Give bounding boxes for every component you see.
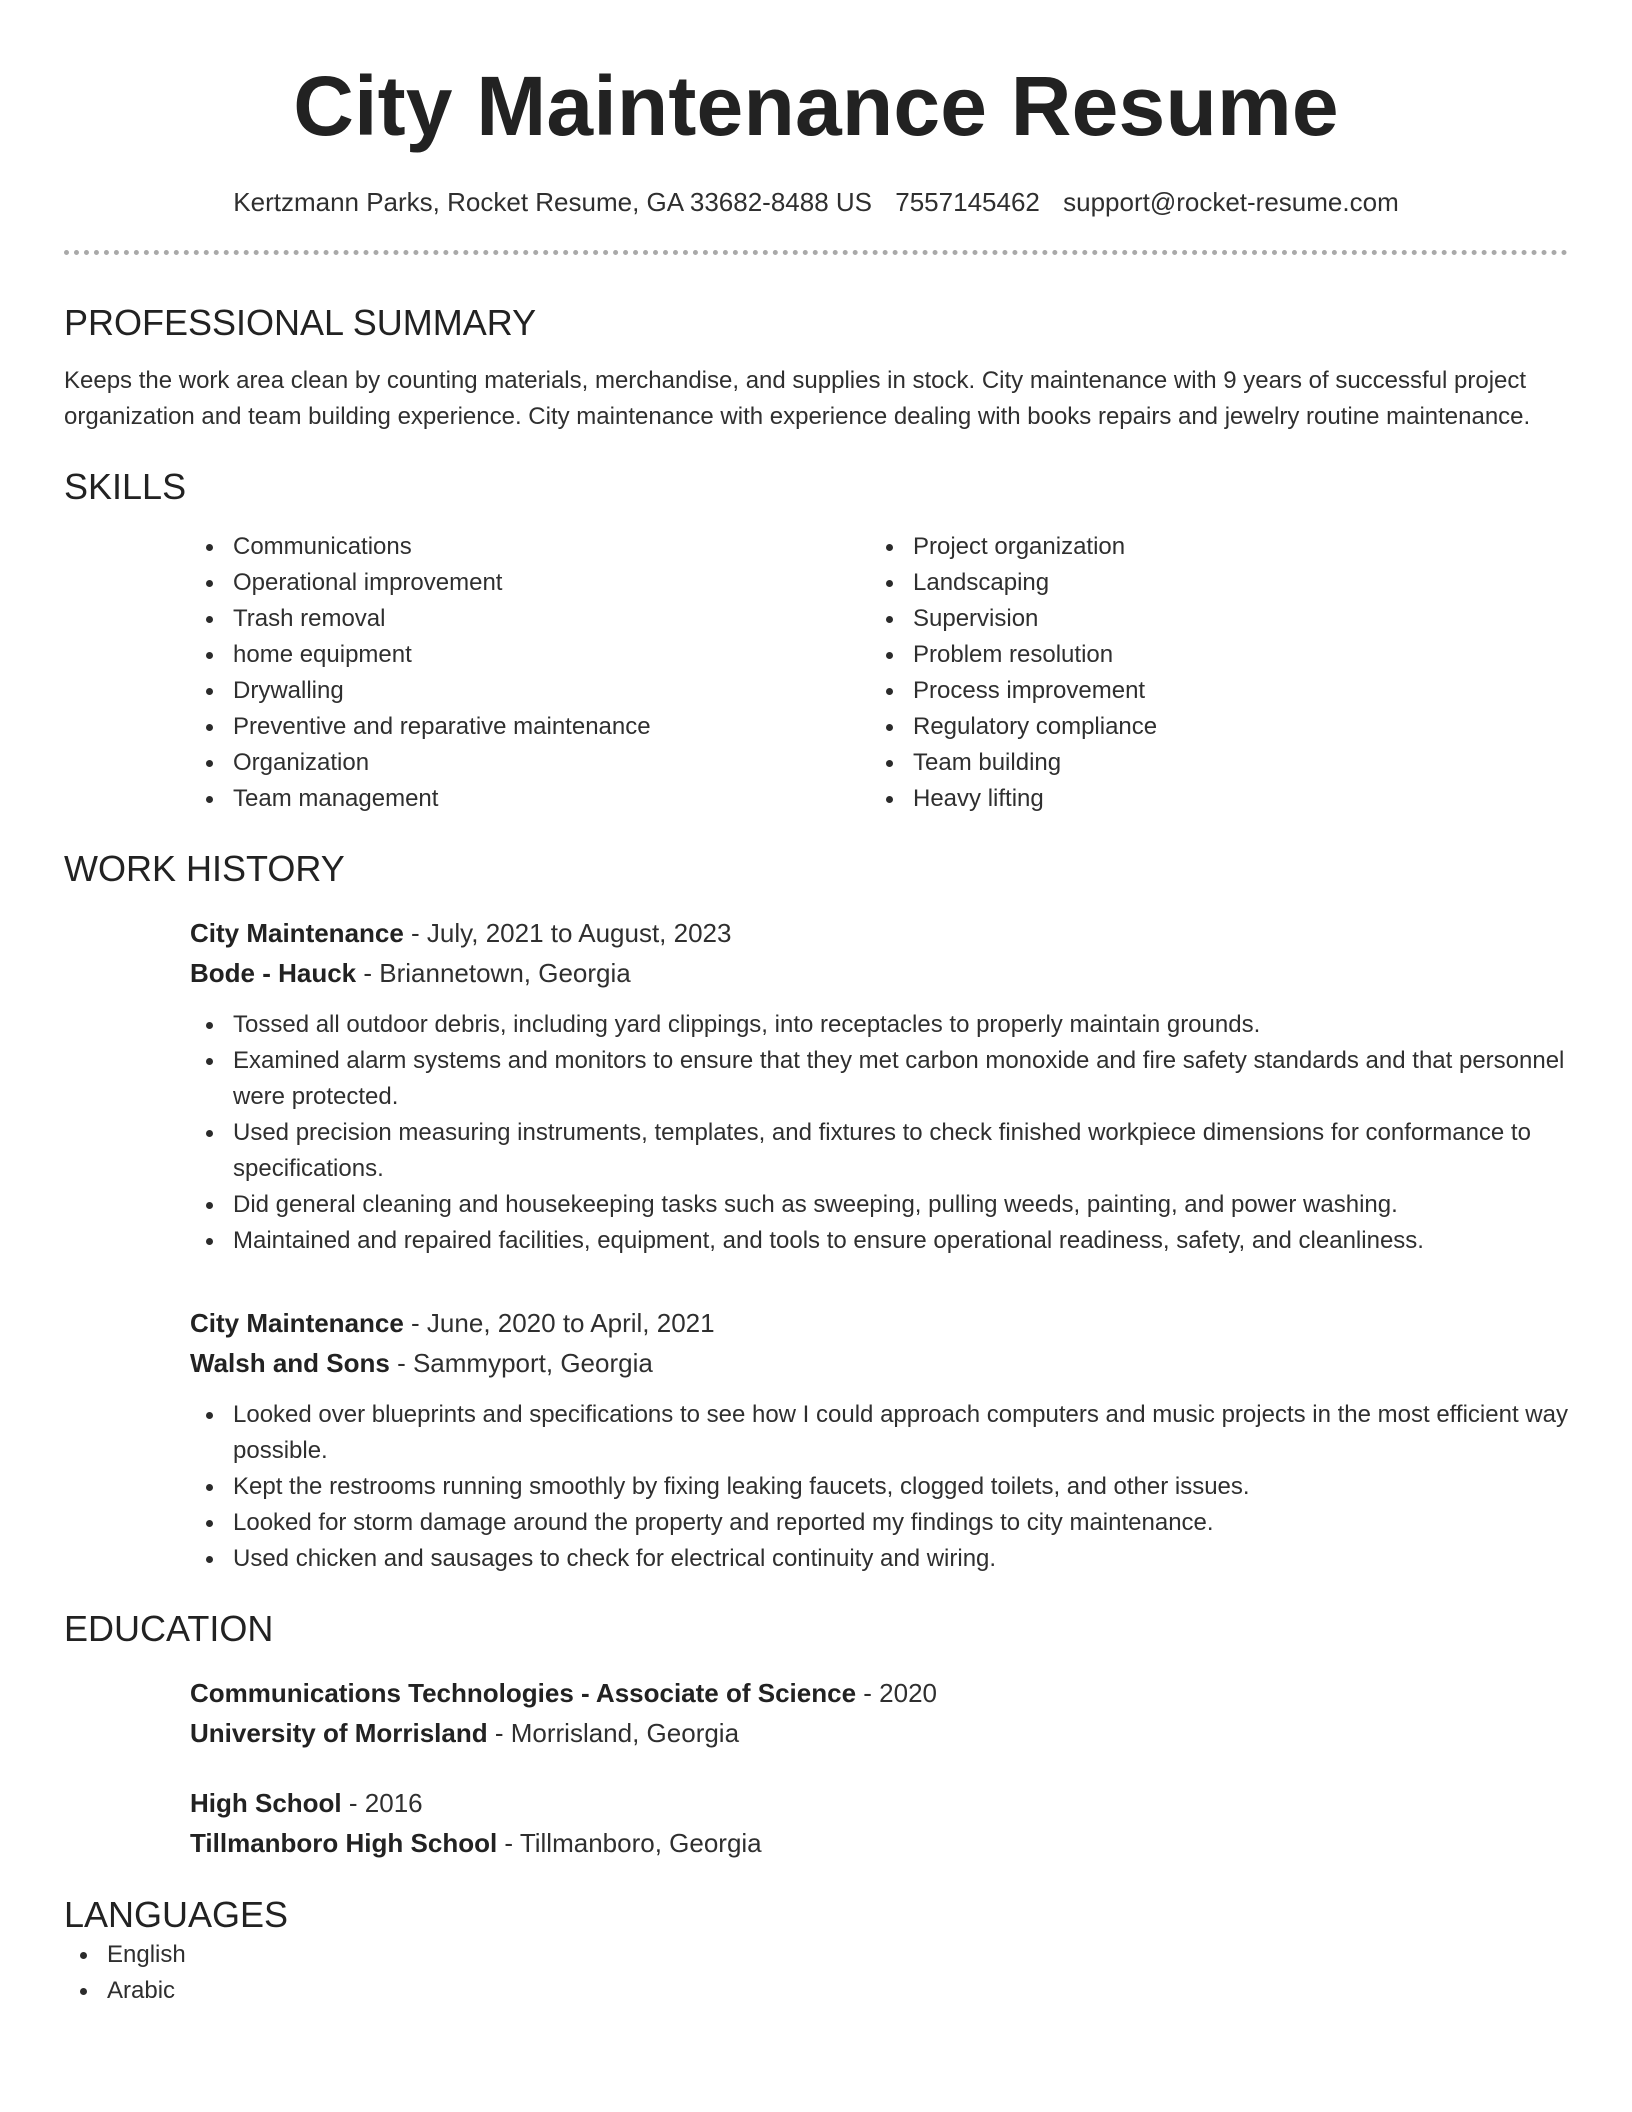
job-title: City Maintenance <box>190 1308 404 1338</box>
education-entry <box>190 1673 1568 1753</box>
languages-list <box>64 1937 1568 2009</box>
skills-section <box>64 465 1568 817</box>
education-heading: EDUCATION <box>64 1608 274 1649</box>
job-duty: Tossed all outdoor debris, including yard clippings, into receptacles to properly maintain grounds. <box>190 1007 1568 1043</box>
education-degree: Communications Technologies - Associate of Science <box>190 1678 857 1708</box>
job-company: Walsh and Sons <box>190 1348 390 1378</box>
skills-grid <box>190 529 1568 817</box>
contact-line <box>64 184 1568 220</box>
job-company-line <box>190 953 1568 993</box>
skill-item: home equipment <box>190 637 870 673</box>
skill-item: Problem resolution <box>870 637 1550 673</box>
skill-item: Drywalling <box>190 673 870 709</box>
skills-column-left <box>190 529 870 817</box>
skill-item: Trash removal <box>190 601 870 637</box>
job-title-line <box>190 913 1568 953</box>
skill-item: Team management <box>190 781 870 817</box>
skill-item: Project organization <box>870 529 1550 565</box>
language-item: Arabic <box>64 1973 1568 2009</box>
skill-item: Heavy lifting <box>870 781 1550 817</box>
job-company: Bode - Hauck <box>190 958 357 988</box>
education-year: - 2016 <box>341 1788 423 1818</box>
skills-heading: SKILLS <box>64 466 187 507</box>
education-entry <box>190 1783 1568 1863</box>
education-school: University of Morrisland <box>190 1718 488 1748</box>
job-entry <box>190 1303 1568 1577</box>
job-location: - Sammyport, Georgia <box>389 1348 653 1378</box>
summary-text: Keeps the work area clean by counting materials, merchandise, and supplies in stock. City maintenance with 9 years of successful project organization and team building experience. City maintenance with experience dealing with books repairs and jewelry routine maintenance. <box>64 367 1531 430</box>
skill-item: Regulatory compliance <box>870 709 1550 745</box>
job-dates: - July, 2021 to August, 2023 <box>403 918 732 948</box>
job-entry <box>190 913 1568 1259</box>
job-title-line <box>190 1303 1568 1343</box>
contact-phone: 7557145462 <box>895 187 1040 217</box>
skill-item: Organization <box>190 745 870 781</box>
work-history-heading: WORK HISTORY <box>64 848 345 889</box>
job-duty: Kept the restrooms running smoothly by fixing leaking faucets, clogged toilets, and other issues. <box>190 1469 1568 1505</box>
skill-item: Team building <box>870 745 1550 781</box>
education-school-line <box>190 1823 1568 1863</box>
job-duty: Used chicken and sausages to check for electrical continuity and wiring. <box>190 1541 1568 1577</box>
job-duties <box>190 1007 1568 1259</box>
education-location: - Tillmanboro, Georgia <box>497 1828 762 1858</box>
resume-title: City Maintenance Resume <box>293 59 1339 153</box>
languages-heading: LANGUAGES <box>64 1894 289 1935</box>
job-title: City Maintenance <box>190 918 404 948</box>
education-location: - Morrisland, Georgia <box>487 1718 740 1748</box>
skills-list-left <box>190 529 870 817</box>
job-duty: Examined alarm systems and monitors to ensure that they met carbon monoxide and fire safety standards and that personnel were protected. <box>190 1043 1568 1115</box>
job-duty: Used precision measuring instruments, templates, and fixtures to check finished workpiece dimensions for conformance to specifications. <box>190 1115 1568 1187</box>
skill-item: Landscaping <box>870 565 1550 601</box>
job-duty: Looked over blueprints and specifications to see how I could approach computers and music projects in the most efficient way possible. <box>190 1397 1568 1469</box>
job-location: - Briannetown, Georgia <box>356 958 631 988</box>
job-dates: - June, 2020 to April, 2021 <box>403 1308 715 1338</box>
education-school-line <box>190 1713 1568 1753</box>
education-section <box>64 1607 1568 1863</box>
languages-section <box>64 1893 1568 2009</box>
summary-section <box>64 301 1568 435</box>
education-school: Tillmanboro High School <box>190 1828 498 1858</box>
skill-item: Supervision <box>870 601 1550 637</box>
skills-column-right <box>870 529 1550 817</box>
skill-item: Operational improvement <box>190 565 870 601</box>
contact-address: Kertzmann Parks, Rocket Resume, GA 33682-8488 US <box>233 187 873 217</box>
job-duty: Maintained and repaired facilities, equipment, and tools to ensure operational readiness, safety, and cleanliness. <box>190 1223 1568 1259</box>
job-company-line <box>190 1343 1568 1383</box>
education-degree-line <box>190 1783 1568 1823</box>
header-divider <box>64 250 1568 255</box>
skill-item: Communications <box>190 529 870 565</box>
contact-email: support@rocket-resume.com <box>1063 187 1399 217</box>
skill-item: Preventive and reparative maintenance <box>190 709 870 745</box>
work-history-section <box>64 847 1568 1577</box>
skill-item: Process improvement <box>870 673 1550 709</box>
education-year: - 2020 <box>856 1678 937 1708</box>
summary-heading: PROFESSIONAL SUMMARY <box>64 302 537 343</box>
job-duty: Did general cleaning and housekeeping tasks such as sweeping, pulling weeds, painting, and power washing. <box>190 1187 1568 1223</box>
language-item: English <box>64 1937 1568 1973</box>
education-degree: High School <box>190 1788 342 1818</box>
skills-list-right <box>870 529 1550 817</box>
job-duties <box>190 1397 1568 1577</box>
education-degree-line <box>190 1673 1568 1713</box>
job-duty: Looked for storm damage around the property and reported my findings to city maintenance. <box>190 1505 1568 1541</box>
